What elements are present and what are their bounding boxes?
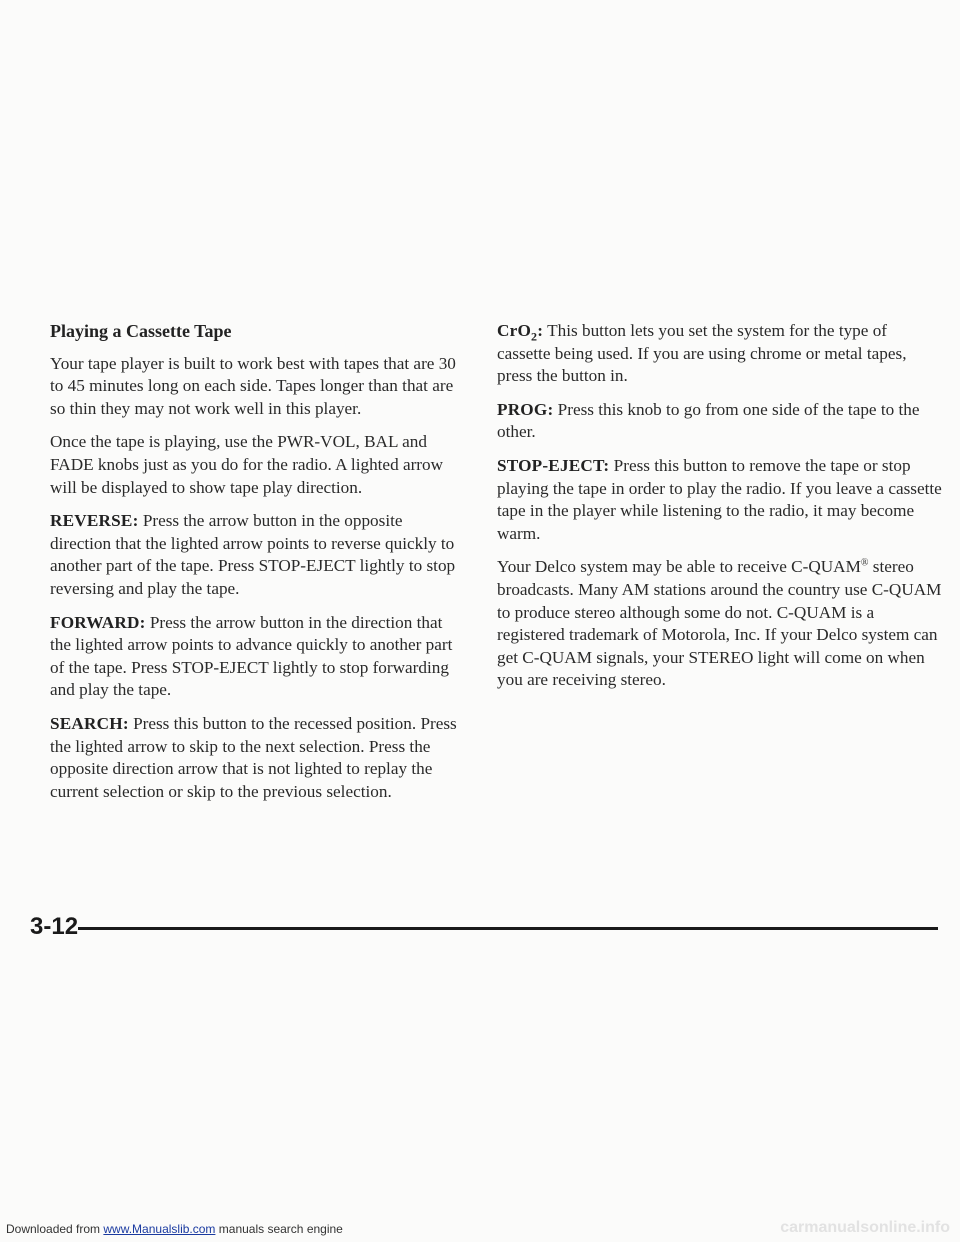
intro-paragraph-2: Once the tape is playing, use the PWR-VOL, BAL and FADE knobs just as you do for the radio. A lighted arrow will be displayed to show tape play direction. bbox=[50, 432, 444, 497]
search-term: SEARCH: bbox=[50, 713, 129, 733]
reverse-term: REVERSE: bbox=[50, 511, 139, 531]
intro-paragraph-1: Your tape player is built to work best with tapes that are 30 to 45 minutes long on each side. Tapes longer than that are so thin they may not work well in this player. bbox=[50, 353, 456, 418]
download-prefix: Downloaded from bbox=[6, 1222, 104, 1236]
cquam-paragraph bbox=[497, 556, 942, 692]
registered-mark: ® bbox=[860, 557, 869, 569]
cro2-term-colon: : bbox=[537, 321, 544, 340]
stop-eject-text: Press this button to remove the tape or stop playing the tape in order to play the radio. If you leave a cassette tape in the player while listening to the radio, it may become warm. bbox=[497, 455, 942, 543]
cro2-term-subscript: 2 bbox=[531, 329, 538, 344]
footer-rule bbox=[78, 927, 938, 930]
forward-text: Press the arrow button in the direction that the lighted arrow points to advance quickly to another part of the tape. Press STOP-EJECT lightly to stop forwarding and play the tape. bbox=[50, 612, 453, 700]
search-paragraph bbox=[50, 713, 460, 803]
cro2-term bbox=[497, 321, 544, 344]
page-number: 3-12 bbox=[30, 913, 79, 940]
manualslib-link[interactable]: www.Manualslib.com bbox=[103, 1222, 216, 1236]
cquam-text-1: Your Delco system may be able to receive C-QUAM bbox=[497, 557, 861, 577]
cro2-paragraph bbox=[497, 320, 942, 388]
cro2-term-main: CrO bbox=[497, 321, 532, 340]
stop-eject-paragraph bbox=[497, 455, 942, 545]
download-suffix: manuals search engine bbox=[215, 1222, 343, 1236]
watermark: carmanualsonline.info bbox=[780, 1219, 950, 1236]
section-heading: Playing a Cassette Tape bbox=[50, 321, 232, 341]
reverse-text: Press the arrow button in the opposite direction that the lighted arrow points to reverse quickly to another part of the tape. Press STOP-EJECT lightly to stop reversing and play the tape. bbox=[50, 511, 456, 598]
left-column bbox=[50, 320, 460, 814]
right-column bbox=[497, 320, 942, 703]
prog-paragraph bbox=[497, 399, 942, 444]
reverse-paragraph bbox=[50, 510, 460, 600]
prog-text: Press this knob to go from one side of the tape to the other. bbox=[497, 399, 920, 442]
forward-term: FORWARD: bbox=[50, 612, 146, 632]
stop-eject-term: STOP-EJECT: bbox=[497, 455, 610, 475]
forward-paragraph bbox=[50, 612, 460, 702]
cro2-text: This button lets you set the system for the type of cassette being used. If you are using chrome or metal tapes, press the button in. bbox=[497, 321, 907, 386]
prog-term: PROG: bbox=[497, 399, 554, 419]
cquam-text-2: stereo broadcasts. Many AM stations around the country use C-QUAM to produce stereo although some do not. C-QUAM is a registered trademark of Motorola, Inc. If your Delco system can get C-QUAM signals, your STEREO light will come on when you are receiving stereo. bbox=[497, 557, 942, 690]
download-note bbox=[6, 1222, 343, 1236]
search-text: Press this button to the recessed position. Press the lighted arrow to skip to the next selection. Press the opposite direction arrow that is not lighted to replay the current selection or skip to the previous selection. bbox=[50, 713, 457, 801]
